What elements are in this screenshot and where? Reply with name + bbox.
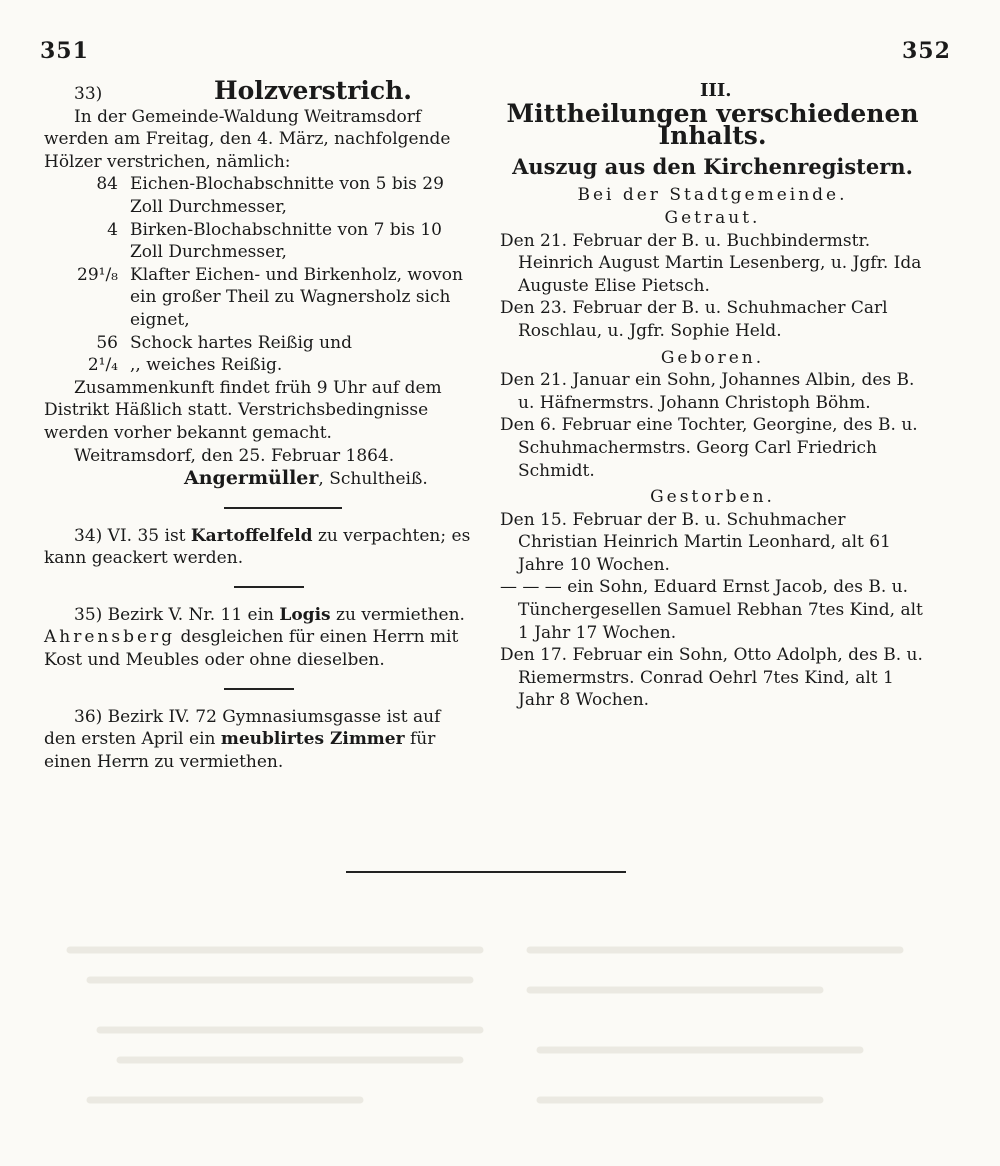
- register-entry: Den 21. Januar ein Sohn, Johannes Albin, des B. u. Häfnermstrs. Johann Christoph Böhm.: [500, 370, 915, 413]
- notice-35-keyword: Logis: [279, 604, 331, 625]
- notice-35-spaced-name: Ahrensberg: [44, 627, 176, 648]
- notice-35: [44, 604, 474, 672]
- item-row: [44, 173, 474, 218]
- item-row: [44, 332, 474, 355]
- notice-33-heading: [44, 76, 474, 106]
- notice-35-text-end: desgleichen für einen Herrn mit Kost und Meubles oder ohne dieselben.: [44, 627, 459, 671]
- signature-title: , Schultheiß.: [318, 469, 428, 490]
- notice-35-text-mid: zu vermiethen.: [330, 604, 465, 625]
- item-text: Schock hartes Reißig und: [130, 332, 352, 353]
- notice-34-text: 34) VI. 35 ist: [74, 525, 191, 546]
- notice-34-text-end: zu verpachten; es kann geackert werden.: [44, 525, 471, 569]
- bleed-through-lines: [60, 930, 920, 1130]
- parish-heading: Bei der Stadtgemeinde.: [577, 185, 848, 206]
- notice-36-keyword: meublirtes Zimmer: [220, 729, 405, 750]
- notice-36-text: 36) Bezirk IV. 72 Gymnasiumsgasse ist auf den ersten April ein: [44, 706, 441, 750]
- notice-divider: [224, 688, 294, 690]
- notice-34-keyword: Kartoffelfeld: [190, 525, 313, 546]
- notice-intro: In der Gemeinde-Waldung Weitramsdorf werden am Freitag, den 4. März, nachfolgende Hölzer verstrichen, nämlich:: [44, 106, 451, 172]
- item-text: ,, weiches Reißig.: [130, 355, 283, 376]
- signature-name: Angermüller: [184, 467, 319, 490]
- notice-34: [44, 525, 474, 570]
- notice-35-text: 35) Bezirk V. Nr. 11 ein: [74, 604, 280, 625]
- notice-meeting: Zusammenkunft findet früh 9 Uhr auf dem Distrikt Häßlich statt. Verstrichsbedingnisse werden vorher bekannt gemacht.: [44, 377, 442, 443]
- married-heading: Getraut.: [664, 207, 761, 228]
- notice-number: 33): [74, 84, 103, 104]
- register-entry: Den 23. Februar der B. u. Schuhmacher Carl Roschlau, u. Jgfr. Sophie Held.: [500, 298, 888, 341]
- notice-place-date: Weitramsdorf, den 25. Februar 1864.: [74, 445, 395, 466]
- died-heading: Gestorben.: [650, 487, 775, 508]
- notice-title: Holzverstrich.: [214, 76, 412, 105]
- register-subtitle: Auszug aus den Kirchenregistern.: [512, 153, 913, 179]
- notice-signature: [44, 467, 474, 491]
- item-amount: 84: [96, 174, 118, 195]
- item-amount: 56: [96, 332, 118, 353]
- register-entry: Den 6. Februar eine Tochter, Georgine, des B. u. Schuhmachermstrs. Georg Carl Friedrich Schmidt.: [500, 415, 918, 481]
- item-row: [44, 354, 474, 377]
- born-heading: Geboren.: [660, 347, 765, 368]
- section-number: III.: [700, 80, 732, 101]
- item-amount: 2¹/₄: [87, 355, 118, 376]
- right-column: [500, 80, 925, 712]
- item-amount: 29¹/₈: [77, 264, 118, 285]
- item-amount: 4: [107, 219, 118, 240]
- section-title: Mittheilungen verschiedenen Inhalts.: [506, 98, 919, 151]
- bleed-through-texture: [60, 930, 920, 1130]
- page-number-right: 352: [902, 38, 951, 64]
- item-text: Klafter Eichen- und Birkenholz, wovon ein großer Theil zu Wagnersholz sich eignet,: [130, 264, 463, 330]
- notice-divider: [234, 586, 304, 588]
- register-entry: Den 15. Februar der B. u. Schuhmacher Christian Heinrich Martin Leonhard, alt 61 Jahre 10 Wochen.: [500, 509, 891, 575]
- register-entry: Den 17. Februar ein Sohn, Otto Adolph, des B. u. Riemermstrs. Conrad Oehrl 7tes Kind, alt 1 Jahr 8 Wochen.: [500, 645, 923, 711]
- notice-33: [44, 76, 474, 491]
- notice-36-text-end: für einen Herrn zu vermiethen.: [44, 729, 436, 772]
- left-column: [44, 76, 474, 773]
- page-number-left: 351: [40, 38, 89, 64]
- page-end-rule: [346, 871, 626, 873]
- register-entry: Den 21. Februar der B. u. Buchbindermstr. Heinrich August Martin Lesenberg, u. Jgfr. Ida Auguste Elise Pietsch.: [500, 230, 922, 296]
- item-row: [44, 264, 474, 332]
- item-text: Birken-Blochabschnitte von 7 bis 10 Zoll Durchmesser,: [130, 219, 442, 263]
- item-row: [44, 219, 474, 264]
- notice-36: [44, 706, 474, 774]
- item-text: Eichen-Blochabschnitte von 5 bis 29 Zoll Durchmesser,: [130, 174, 444, 217]
- notice-divider: [224, 507, 342, 509]
- register-entry: — — — ein Sohn, Eduard Ernst Jacob, des B. u. Tünchergesellen Samuel Rebhan 7tes Kind, alt 1 Jahr 17 Wochen.: [500, 577, 923, 643]
